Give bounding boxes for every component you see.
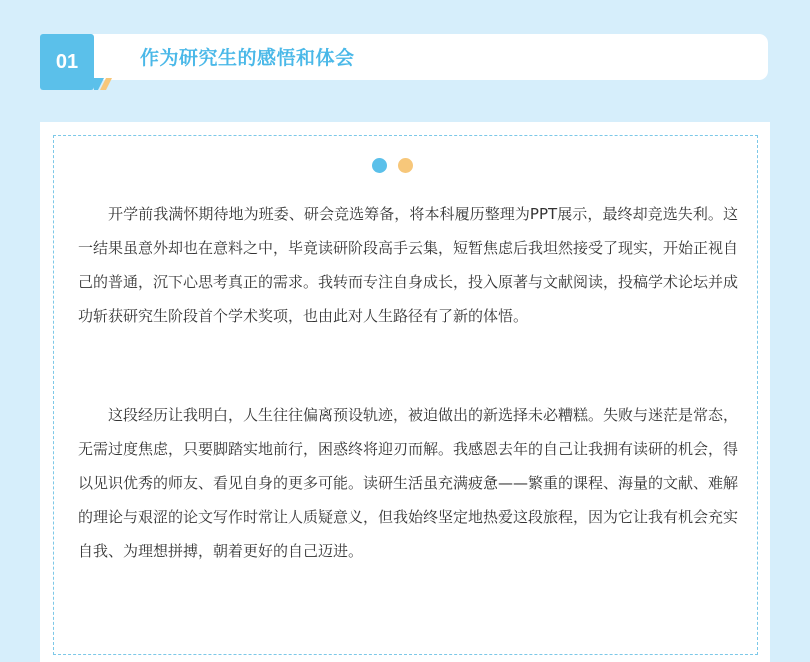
- paragraph-2: 这段经历让我明白，人生往往偏离预设轨迹，被迫做出的新选择未必糟糕。失败与迷茫是常态，无需过度焦虑，只要脚踏实地前行，困惑终将迎刃而解。我感恩去年的自己让我拥有读研的机会，得以见识优秀的师友、看见自身的更多可能。读研生活虽充满疲惫——繁重的课程、海量的文献、难解的理论与艰涩的论文写作时常让人质疑意义，但我始终坚定地热爱这段旅程，因为它让我有机会充实自我、为理想拼搏，朝着更好的自己迈进。: [78, 406, 739, 560]
- paragraph-1: 开学前我满怀期待地为班委、研会竞选筹备，将本科履历整理为PPT展示，最终却竞选失利。这一结果虽意外却也在意料之中，毕竟读研阶段高手云集，短暂焦虑后我坦然接受了现实，开始正视自己的普通，沉下心思考真正的需求。我转而专注自身成长，投入原著与文献阅读，投稿学术论坛并成功斩获研究生阶段首个学术奖项，也由此对人生路径有了新的体悟。: [78, 205, 739, 325]
- section-title: 作为研究生的感悟和体会: [140, 47, 355, 69]
- badge-tail-decoration: [94, 78, 112, 90]
- decorative-dot-yellow: [398, 158, 413, 173]
- decorative-dot-blue: [372, 158, 387, 173]
- section-number-badge: 01: [40, 34, 94, 90]
